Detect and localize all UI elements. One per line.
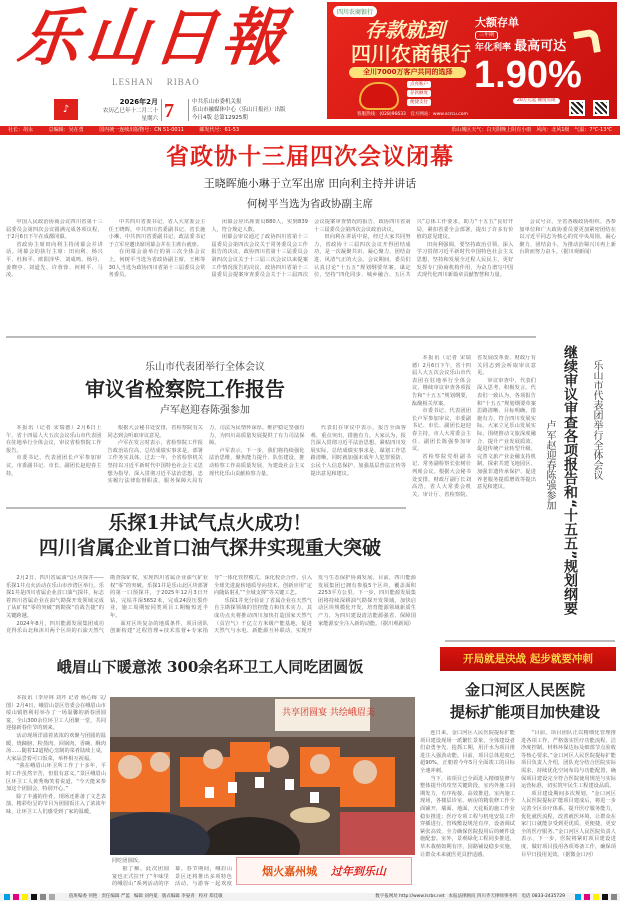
registration-mark	[611, 894, 617, 900]
festive-banner-text: 烟火嘉州城	[262, 865, 318, 878]
hospital-headline[interactable]: 金口河区人民医院	[464, 681, 585, 699]
article-kicker: 乐山市代表团举行全体会议	[591, 360, 602, 480]
paragraph: 连日来，金口河区人民医院提标扩能项目建设现场一派繁忙景象，全体建设者们奋勇争先、抢抓工期，用汗水为项目推进注入强劲动能。目前，项目总体进度已超90%，正朝着今年5月全面竣工的目标全速冲刺。	[420, 730, 515, 774]
ad-rate-label: 年化利率 最高可达	[475, 39, 567, 54]
ad-product: 大额存单	[475, 16, 519, 29]
staff-info: 邮发代号：61-53	[199, 127, 240, 133]
paragraph: “我在峨眉山环卫所工作了十多年，平时工作虽然辛苦，但很有意义。”景区峨眉山区环卫工人黄秀梅笑着说道，“今天能来参加这个团圆会，特别开心。”	[6, 763, 106, 793]
ad-tag: 点亮账户	[407, 81, 431, 88]
divider	[188, 99, 189, 121]
footer-bar	[0, 893, 620, 901]
ad-slogan: 全川7000万客户共同的选择	[349, 67, 466, 78]
registration-mark	[13, 894, 19, 900]
info-bar	[0, 126, 620, 135]
paragraph: 乐探1井充分验证了省属企业在天然气自主勘探领域的管控能力和技术实力，其成功点火将推动四川加快打造国家天然气（页岩气）千亿立方米级产能基地，促进天然气与水电、新能源互补联动，实现开发与生态保护协调发展。目前，四川能源发展集团已拥有参股5个区块，覆盖面积2253平方公里。下一步，四川能源发展集团将持续深耕油气勘探开发领域，加快启动区块规模化开发，培育能源领域新质生产力，为四川建设清洁能源强省、保障国家能源安全注入新的动能。（据川观新闻）	[214, 575, 416, 635]
paragraph: 闭幕会审议通过了政协四川省第十三届委员会第四次会议关于常务委员会工作报告的决议，政协四川省第十三届委员会第四次会议关于十三届三次会议以来提案工作情况报告的决议，政协四川省第十三届委员会提案审查委员会关于十三届四次会议提案审查情况的报告，政协四川省第十三届委员会第四次会议政治决议。	[211, 219, 411, 279]
article-subheadline: 卢军赵迎春陈强参加	[160, 405, 250, 416]
registration-mark	[593, 894, 599, 900]
paragraph: 在闭幕会前举行的第三次全体会议上，何树平当选为省政协副主席，王彬等30人当选为政协四川省第十三届委员会常务委员。	[108, 249, 206, 279]
footer-website[interactable]: 数字报网址 http://www.lsrbs.net	[375, 894, 445, 899]
paragraph: 田向利在讲话中说，经过大家共同努力，省政协十三届四次会议开得团结成功，是一次凝聚共识、凝心聚力、团结奋进、风清气正的大会。会议期间，委员们认真讨论“十五五”规划纲要草案，谋定位，坚持“四化同步、城乡融合、五区共兴”总体工作要求，助力“十五五”良好开局，紧扣省委全会部署，提出了许多有价值的意见建议。	[313, 219, 514, 279]
footer-credit: 版式编辑 李晏青	[161, 894, 195, 899]
divider	[445, 640, 615, 642]
footer-credit: 责任编辑 严蓝	[101, 894, 130, 899]
publisher-line: 中共乐山市委机关报	[192, 99, 242, 105]
paragraph: 卢军在发言时表示，省检察院工作报告政治站位高，总结成绩实事求是，部署工作务实具体。过去一年，全省检察机关坚持以习近平新时代中国特色社会主义思想为指导，深入贯彻习近平法治思想，忠实履行法律监督职责，服务保障大局有力，司法为民情怀深厚，维护稳定坚强有力，为四川高质量发展提供了有力司法保障。	[107, 425, 305, 485]
paragraph: 本报讯（李应林 刘芹 记者 杨心梅 文/图）2月4日，峨眉山景区管委会在峨眉山市绥山镇胜利村举办了一场温馨的新春团圆宴，全山300余位环卫工人团聚一堂，共同迎接新春佳节的到来。	[6, 695, 106, 732]
footer-credit: 校对 郑佳敏	[198, 894, 223, 899]
date-block	[88, 98, 158, 123]
ad-contact: 客服热线：(028)96633 官方网站：www.scrcu.com	[357, 112, 468, 117]
paragraph: 项目建设期间多次规划，“金口河区人民医院提标扩能项目建成后，将进一步完善全区诊疗体系，提升医疗服务能力，优化就医流程，改善就医环境，让群众在家门口就能享受到更优质、更便捷、更安全的医疗服务。”金口河区人民医院负责人表示，下一步，医院将紧盯项目建设进度，做好项目投用各项筹备工作，确保项目早日投用见效。（据微金口河）	[521, 790, 616, 858]
ad-minimum: 20万元起 额度有限	[513, 98, 560, 104]
paragraph: 面对区块复杂的地质条件，项目团队创新构建“过程管理+技术监督+专家指导”一体化管控模式，深化校企合作，引入全球先进旋转地质导向技术，创新应用“定向随钻射孔”“全域支撑”等关键工艺。	[110, 575, 312, 635]
registration-mark	[602, 894, 608, 900]
procuratorate-headline[interactable]: 审议省检察院工作报告	[85, 377, 285, 401]
paragraph: 当下，该项目已全面进入精细装修与整体提升的攻坚关键阶段，室内外施工同期发力，有序衔接、高效推进。室内施工现场，各楼层诊室、病房的精装修工作全面铺开，墙面、地面、天花板的施工作业稳步推进；医疗专项工程与机电安装工作穿插进行，管线敷设规范有序，设备调试紧张高效，全力确保医院投用后的硬件设施配套。室外，景观绿化工程同步推进，草木栽植如期有序，园路铺设稳步实施，让群众未来就医更具舒适感。	[420, 775, 515, 858]
paragraph: “目前，项目团队正以精细化管理推进各项工作，严格落实医疗功能流程、洁净度控制、材料环保达标及细部节点验收等核心要求。”金口河区人民医院提标扩能项目负责人介绍，团队充分结合医院实际需求，持续优化空间布局与功能配置，确保项目建设完全符合医院使用规范与实际运营标准，切实筑牢民生工程建设品质。	[521, 730, 616, 790]
registration-mark	[575, 894, 581, 900]
anniversary-emblem-icon: ♪	[54, 99, 78, 120]
publisher-line: 乐山市融媒体中心（乐山日报社）出版	[192, 107, 286, 113]
paragraph: 闭幕会应出席委员880人，实到839人，符合规定人数。	[211, 219, 308, 233]
paragraph: 卢军表示，下一步，我们将持续强化法治思维，聚焦能力提升、队伍建设，推动检察工作高质量发展，为建设社会主义现代化乐山贡献检察力量。	[209, 447, 305, 477]
paragraph: 2024年8月，四川能源发展集团成功竞得乐山北和沐川两个区块的石油天然气勘查探矿权，实现四川省属企业油气矿业权“零”的突破。乐探1井是乐山北区块部署的第一口预探井，于2025年12月3日开钻，完钻井深5652米，完成24段压裂作业，施工周期较同类项目工期缩短近半年。	[6, 575, 208, 635]
footer-credit: 编辑 刘冉冕	[133, 894, 158, 899]
slogan-banner: 开局就是决战 起步就要冲刺	[440, 647, 616, 671]
footer-phone: 电话 0833-2435729	[521, 894, 565, 899]
oil-article-body	[6, 575, 416, 640]
divider	[6, 336, 536, 338]
staff-info: 国内统一连续出版物号：CN 51-0011	[99, 127, 184, 133]
lead-headline[interactable]: 省政协十三届四次会议闭幕	[166, 144, 454, 170]
ad-tag: 便捷支付	[407, 99, 431, 106]
paragraph: 审议审查中，代表们深入思考、积极发言。代表们一致认为，各项报告和“十五五”规划纲要草案思路清晰、目标明确、措施有力，符合四川发展实际。大家立足乐山发展实际，围绕推动文旅深度融合、提升产业发展质效、促进传统产业转型升级、完善文旅产业金融支持机制、探索共建飞地园区、加强非遗传承保护、促进养老服务提质增效等提出意见和建议。	[477, 377, 536, 491]
photo-sign: 共享团圆宴 共绘峨眉美	[282, 708, 375, 718]
oil-headline[interactable]: 乐探1井试气点火成功！	[108, 512, 312, 534]
logo-pinyin: LESHAN RIBAO	[112, 77, 200, 87]
footer-lawyer: 本报法律顾问 四川齐天律师事务所	[448, 894, 518, 899]
hospital-subheadline[interactable]: 提标扩能项目加快建设	[449, 703, 600, 721]
issue-day: 7	[164, 100, 174, 122]
footer-credit: 值班编委 何艳	[69, 894, 98, 899]
paragraph: 中国人民政治协商会议四川省第十三届委员会第四次会议圆满完成各项议程，于2月6日下午在成都闭幕。	[6, 219, 103, 241]
ad-headline: 四川农商银行	[351, 42, 471, 66]
paragraph: 市委书记、代表团团长卢军参加审议，市委副书记、市长、副团长赵迎春主持，市人大常委会主任、副团长陈强参加审议。	[412, 408, 471, 453]
bank-advertisement[interactable]	[327, 2, 617, 119]
article-kicker: 乐山市代表团举行全体会议	[145, 362, 265, 373]
paragraph: 除了丰盛的佳肴，现场还准备了文艺表演，精彩纷呈的节目为团圆饭注入了浓浓年味，让环卫工人们感受到了家的温暖。	[6, 793, 106, 815]
paragraph: 会议号召，全省各级政协组织、各参加单位和广大政协委员要更加紧密团结在以习近平同志为核心的党中央周围，凝心聚力、团结奋斗，为推动治蜀兴川再上新台阶而努力奋斗。（据川观新闻）	[519, 219, 616, 256]
paragraph: 根据大会秘书处安排，省检察院有关同志到会听取审议意见。	[107, 425, 203, 439]
paragraph: 本报讯（记者 宋瑞德）2月6日上午，省十四届人大五次会议乐山市代表团在驻地举行全体会议，审议省检察院工作报告。	[6, 425, 102, 454]
paragraph: 据了解，此次团圆宴也正式拉开了“年味里的峨眉山”系列活动的序幕。春节期间，峨眉山景区还将推出多项特色活动，与游客一起欢度	[112, 866, 232, 888]
delegation-article-body	[412, 355, 536, 637]
ad-tags	[407, 81, 431, 108]
emei-article-body	[6, 695, 106, 855]
lucky-bag-icon	[359, 82, 399, 110]
registration-mark	[40, 894, 46, 900]
festive-banner-text: 过年到乐山	[330, 865, 386, 878]
festive-banner[interactable]	[236, 857, 412, 885]
weekday: 星期六	[141, 116, 158, 122]
paragraph: 2月2日，四川省属油气区块探井——乐探1井点火活动在乐山市沙湾区举行。乐探1井是四川省属企业首口油气探井，标志着四川省属企业在油气勘探开发领域完成了从矿权“零的突破”到勘探“首战告捷”的关键跨越。	[6, 575, 104, 619]
registration-mark	[49, 894, 55, 900]
procuratorate-article-body	[6, 425, 406, 501]
emei-article-body	[112, 866, 232, 892]
hospital-article-body	[420, 730, 616, 890]
qr-code-icon	[569, 100, 585, 116]
newspaper-logo: 乐山日報	[14, 1, 294, 74]
qr-code-icon	[593, 100, 609, 116]
article-subheadline: 卢军赵迎春陈强参加	[544, 420, 555, 510]
photo-image	[110, 697, 415, 855]
news-photo[interactable]	[110, 697, 415, 855]
ad-headline: 存款就到	[365, 18, 445, 42]
staff-info: 社长：胡永	[8, 127, 34, 133]
photo-caption: 同吃团圆饭。	[112, 858, 144, 864]
divider	[6, 507, 406, 509]
arrow-up-icon	[573, 28, 601, 56]
publisher-line: 今日4版 总第12925期	[192, 115, 248, 121]
staff-info: 总编辑：吴在勇	[48, 127, 84, 133]
paragraph: 省检察院党组副书记、常务副检察长张树壮列席会议。根据大会秘书处安排，财政厅副厅长刘高浩，省人大常委会机关、审计厅、省检察院、省发展改革委、财政厅有关同志到会听取审议意见。	[412, 355, 536, 498]
oil-subheadline[interactable]: 四川省属企业首口油气探井实现重大突破	[38, 537, 381, 559]
bank-logo: 四川农商银行	[333, 6, 377, 17]
registration-mark	[22, 894, 28, 900]
weather-info: 乐山城区天气：白天阴晚上阴有小雨 风向：北风1级 气温：7℃-13℃	[451, 127, 612, 133]
divider	[161, 99, 162, 121]
emei-headline[interactable]: 峨眉山下暖意浓 300余名环卫工人同吃团圆饭	[56, 658, 364, 676]
publisher-info	[192, 98, 286, 122]
registration-mark	[584, 894, 590, 900]
ad-tag: 存款额度	[407, 90, 431, 97]
delegation-headline[interactable]: 继续审议审查各项报告和“十五五”规划纲要	[562, 345, 578, 616]
ad-rate: 1.90%	[474, 54, 582, 96]
paragraph: 田向利强调，要坚持政治引领，深入学习贯彻习近平新时代中国特色社会主义思想，坚持和发展全过程人民民主，更好发挥专门协商机构作用，为奋力谱写中国式现代化四川新篇章贡献智慧和力量。	[416, 241, 514, 279]
lead-subheadline: 王晓晖施小琳于立军出席 田向利主持并讲话	[203, 177, 417, 190]
paragraph: 代表们在审议中表示，报告全面客观、重点突出、措施有力。大家认为，报告深入贯彻习近平法治思想，紧贴四川发展实际，总结成绩实事求是，谋划工作思路清晰，同时就加强未成年人犯罪预防、公民个人信息保护、加强基层普法宣传等提出意见和建议。	[310, 425, 406, 477]
registration-mark	[31, 894, 37, 900]
paragraph: 省政协主席田向利主持闭幕会并讲话。闭幕会的执行主席：田向利、杨兴平、杜和平、欧阳泽华、刘成鸣、杨丹、姜晓亭、刘道先、许蓉蓉、何树平、马凌。	[6, 241, 103, 279]
lead-subheadline: 何树平当选为省政协副主席	[247, 198, 373, 210]
lunar-date: 农历乙巳年十二月二十	[102, 108, 158, 114]
registration-mark	[4, 894, 10, 900]
paragraph: 本报讯（记者 宋瑞德）2月6日下午，省十四届人大五次会议乐山市代表团在驻地举行全体会议，继续审议审查各项报告和“十五五”规划纲要，酝酿相关草案。	[412, 355, 471, 407]
date: 2026年2月	[119, 98, 158, 106]
paragraph: 市委书记、代表团团长卢军参加审议，市委副书记、市长、副团长赵迎春主持。	[6, 455, 102, 477]
ad-term: 三年期	[475, 31, 498, 40]
lead-article-body	[6, 219, 616, 331]
paragraph: 活动现场洋溢着浓浓的欢聚与团圆的温暖，烧蹄膀、粉蒸肉、回锅肉、香碗、酥肉汤……随着12道精心烹制的菜肴陆续上桌，大家品尝着可口饭菜，举杯相互祝福。	[6, 732, 106, 762]
paragraph: 中共四川省委书记、省人大常委会主任王晓晖，中共四川省委副书记、省长施小琳，中共四川省委副书记、政法委书记于立军应邀出席闭幕会并在主席台就座。	[108, 219, 206, 248]
